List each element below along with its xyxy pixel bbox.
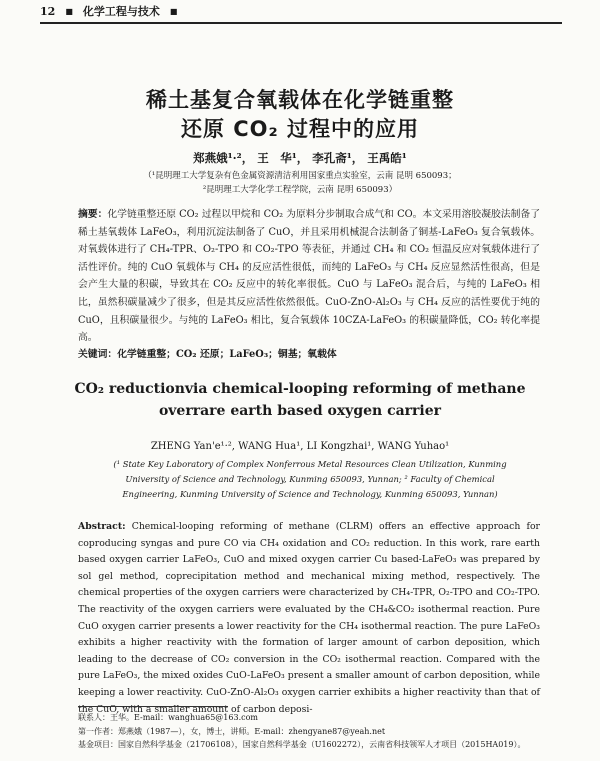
footnotes	[78, 711, 558, 752]
title-cn-line2: 还原 CO₂ 过程中的应用	[180, 117, 420, 141]
affiliation-cn-1: （¹昆明理工大学复杂有色金属资源清洁利用国家重点实验室，云南 昆明 650093；	[143, 171, 457, 181]
abstract-cn-label: 摘要：	[78, 209, 108, 220]
title-en-line2: overrare earth based oxygen carrier	[158, 403, 442, 419]
keywords-cn-label: 关键词：	[78, 349, 118, 360]
footnote-contact: 联系人：王华。E-mail：wanghua65@163.com	[78, 713, 259, 722]
abstract-en	[78, 519, 540, 718]
affiliation-en-line: Engineering, Kunming University of Science and Technology, Kunming 650093, Yunnan)	[122, 489, 498, 499]
authors-en: ZHENG Yan'e¹·², WANG Hua¹, LI Kongzhai¹, WANG Yuhao¹	[150, 441, 450, 452]
square-bullet-icon: ■	[169, 6, 178, 16]
footnote-first-author: 第一作者：郑燕娥（1987—），女，博士，讲师。E-mail：zhengyane87@yeah.net	[78, 726, 386, 736]
keywords-cn	[78, 346, 540, 360]
abstract-en-label: Abstract:	[78, 521, 126, 532]
journal-name: 化学工程与技术	[82, 5, 160, 18]
affiliation-en-line: University of Science and Technology, Kunming 650093, Yunnan; ² Faculty of Chemical	[125, 474, 495, 484]
title-en-line1: CO₂ reductionvia chemical-looping reforming of methane	[74, 381, 526, 397]
footnote-funding: 基金项目：国家自然科学基金（21706108），国家自然科学基金（U1602272），云南省科技领军人才项目（2015HA019）。	[78, 740, 526, 749]
affiliation-en	[75, 457, 545, 502]
abstract-cn	[78, 206, 540, 347]
running-header	[40, 0, 562, 24]
footnote-divider	[78, 706, 228, 707]
title-cn-line1: 稀土基复合氧载体在化学链重整	[146, 88, 454, 112]
affiliation-en-line: (¹ State Key Laboratory of Complex Nonferrous Metal Resources Clean Utilization, Kunming	[113, 459, 507, 469]
abstract-en-text: Chemical-looping reforming of methane (CLRM) offers an effective approach for coproducing syngas and pure CO via CH₄ oxidation and CO₂ reduction. In this work, rare earth based oxygen carrier LaFeO₃, CuO and mixed oxygen carrier Cu based-LaFeO₃ was prepared by sol gel method, coprecipitation method and mechanical mixing method, respectively. The chemical properties of the oxygen carriers were characterized by CH₄-TPR, O₂-TPO and CO₂-TPO. The reactivity of the oxygen carriers were evaluated by the CH₄&CO₂ isothermal reaction. Pure CuO oxygen carrier presents a lower reactivity for the CH₄ isothermal reaction. The pure LaFeO₃ exhibits a higher reactivity with the formation of larger amount of carbon deposition, which leading to the decrease of CO₂ conversion in the CO₂ isothermal reaction. Compared with the pure LaFeO₃, the mixed oxides CuO-LaFeO₃ present a smaller amount of carbon deposition, while keeping a lower reactivity. CuO-ZnO-Al₂O₃ oxygen carrier exhibits a higher reactivity than that of the CuO, with a smaller amount of carbon deposi-	[78, 521, 540, 715]
page-number: 12	[40, 4, 56, 18]
authors-cn: 郑燕娥¹·²， 王 华¹， 李孔斋¹， 王禹皓¹	[193, 151, 407, 165]
affiliation-cn-2: ²昆明理工大学化学工程学院，云南 昆明 650093）	[202, 185, 398, 195]
abstract-cn-text: 化学链重整还原 CO₂ 过程以甲烷和 CO₂ 为原料分步制取合成气和 CO。本文采用溶胶凝胶法制备了稀土基氧载体 LaFeO₃，利用沉淀法制备了 CuO，并且采用机械混合法制备了铜基-LaFeO₃ 复合氧载体。对氧载体进行了 CH₄-TPR、O₂-TPO 和 CO₂-TPO 等表征，并通过 CH₄ 和 CO₂ 恒温反应对氧载体进行了活性评价。纯的 CuO 氧载体与 CH₄ 的反应活性很低，而纯的 LaFeO₃ 与 CH₄ 反应显然活性很高，但是会产生大量的积碳，导致其在 CO₂ 反应中的转化率很低。CuO 与 LaFeO₃ 混合后，与纯的 LaFeO₃ 相比，虽然积碳量减少了很多，但是其反应活性依然很低。CuO-ZnO-Al₂O₃ 与 CH₄ 反应的活性要优于纯的 CuO，且积碳量很少。与纯的 LaFeO₃ 相比，复合氧载体 10CZA-LaFeO₃ 的积碳量降低，CO₂ 转化率提高。	[78, 209, 541, 344]
keywords-cn-text: 化学链重整；CO₂ 还原；LaFeO₃；铜基；氧载体	[117, 349, 337, 360]
square-bullet-icon: ■	[65, 6, 73, 16]
